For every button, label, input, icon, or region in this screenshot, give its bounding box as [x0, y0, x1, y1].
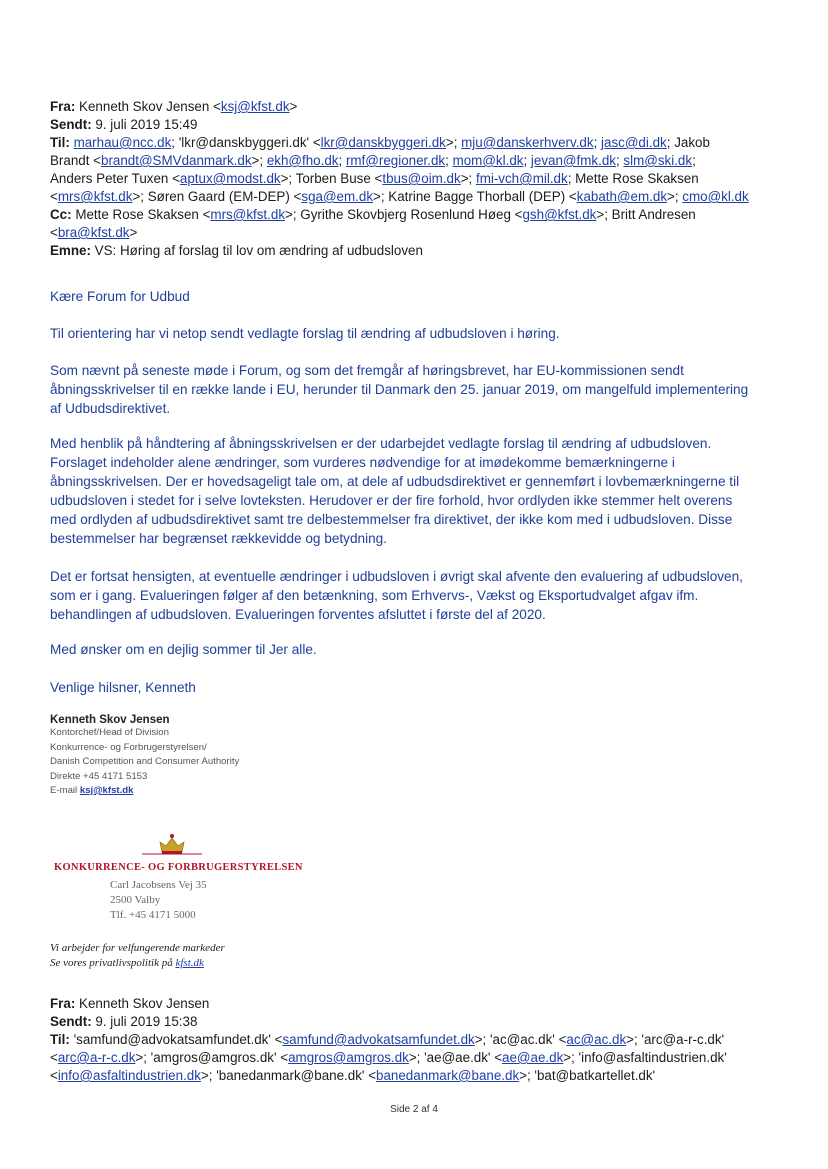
crown-icon: [142, 832, 202, 858]
to-email[interactable]: samfund@advokatsamfundet.dk: [282, 1032, 475, 1047]
to-email[interactable]: sga@em.dk: [301, 189, 374, 204]
to-email[interactable]: tbus@oim.dk: [382, 171, 461, 186]
sent-line-2: Sendt: 9. juli 2019 15:38: [50, 1014, 198, 1029]
cc-line: Cc: Mette Rose Skaksen <mrs@kfst.dk>; Gyrithe Skovbjerg Rosenlund Høeg <gsh@kfst.dk>; Britt Andresen <bra@kfst.dk>: [50, 207, 696, 240]
page-number: Side 2 af 4: [390, 1104, 438, 1115]
paragraph-1: Til orientering har vi netop sendt vedlagte forslag til ændring af udbudsloven i høring.: [50, 326, 560, 341]
tagline: Vi arbejder for velfungerende markeder Se vores privatlivspolitik på kfst.dk: [50, 942, 225, 969]
to-email[interactable]: aptux@modst.dk: [179, 171, 281, 186]
from-line-2: Fra: Kenneth Skov Jensen: [50, 996, 210, 1011]
greeting: Kære Forum for Udbud: [50, 289, 190, 304]
signature-email-link[interactable]: ksj@kfst.dk: [79, 785, 134, 796]
to-email[interactable]: mju@danskerhverv.dk: [461, 135, 594, 150]
to-email[interactable]: jasc@di.dk: [601, 135, 667, 150]
privacy-link[interactable]: kfst.dk: [175, 957, 204, 969]
address-block: Carl Jacobsens Vej 35 2500 Valby Tlf. +45 4171 5000: [110, 879, 207, 921]
to-email[interactable]: marhau@ncc.dk: [73, 135, 172, 150]
subject-line: Emne: VS: Høring af forslag til lov om ændring af udbudsloven: [50, 243, 423, 258]
paragraph-4: Det er fortsat hensigten, at eventuelle ændringer i udbudsloven i øvrigt skal afvente den evaluering af udbudsloven, som er i gang. Evalueringen følger af den betænkning, som Erhvervs-, Vækst og Eksportudvalget afgav ifm. behandlingen af udbudsloven. Evalueringen forventes afsluttet i første del af 2020.: [50, 569, 743, 622]
closing: Venlige hilsner, Kenneth: [50, 680, 196, 695]
to-line-2: Til: 'samfund@advokatsamfundet.dk' <samfund@advokatsamfundet.dk>; 'ac@ac.dk' <ac@ac.dk>; 'arc@a-r-c.dk' <arc@a-r-c.dk>; 'amgros@amgros.dk' <amgros@amgros.dk>; 'ae@ae.dk' <ae@ae.dk>; 'info@asfaltindustrien.dk' <info@asfaltindustrien.dk>; 'banedanmark@bane.dk' <banedanmark@bane.dk>; 'bat@batkartellet.dk': [50, 1032, 727, 1083]
to-email[interactable]: ac@ac.dk: [566, 1032, 627, 1047]
sent-line: Sendt: 9. juli 2019 15:49: [50, 117, 198, 132]
to-email[interactable]: rmf@regioner.dk: [345, 153, 446, 168]
paragraph-2: Som nævnt på seneste møde i Forum, og som det fremgår af høringsbrevet, har EU-kommissionen sendt åbningsskrivelser til en række lande i EU, herunder til Danmark den 25. januar 2019, om mangelfuld implementering af Udbudsdirektivet.: [50, 363, 749, 416]
to-email[interactable]: slm@ski.dk: [623, 153, 693, 168]
to-email[interactable]: mom@kl.dk: [452, 153, 524, 168]
to-email[interactable]: ekh@fho.dk: [266, 153, 339, 168]
from-email-link[interactable]: ksj@kfst.dk: [220, 99, 290, 114]
email-header: [50, 98, 790, 260]
signature-name: Kenneth Skov Jensen: [50, 714, 170, 726]
cc-email[interactable]: gsh@kfst.dk: [522, 207, 597, 222]
to-email[interactable]: jevan@fmk.dk: [530, 153, 616, 168]
signature-email-line: E-mail ksj@kfst.dk: [50, 785, 134, 796]
to-email[interactable]: fmi-vch@mil.dk: [475, 171, 568, 186]
cc-email[interactable]: bra@kfst.dk: [57, 225, 130, 240]
paragraph-3: Med henblik på håndtering af åbningsskrivelsen er der udarbejdet vedlagte forslag til ændring af udbudsloven. Forslaget indeholder alene ændringer, som vurderes nødvendige for at imødekomme bemærkningerne i åbningsskrivelsen. Der er hovedsageligt tale om, at dele af udbudsdirektivet er gennemført i lovbemærkningerne til udbudsloven i stedet for i selve lovteksten. Herudover er der fire forhold, hvor ordlyden ikke stemmer helt overens med ordlyden af udbudsdirektivet samt tre delbestemmelser fra direktivet, der ikke kom med i udbudsloven. Disse bestemmelser har begrænset rækkevidde og betydning.: [50, 436, 740, 546]
signature-phone: Direkte +45 4171 5153: [50, 770, 148, 782]
to-email[interactable]: amgros@amgros.dk: [288, 1050, 409, 1065]
logo-wordmark: KONKURRENCE- OG FORBRUGERSTYRELSEN: [54, 862, 303, 873]
to-email[interactable]: ae@ae.dk: [502, 1050, 564, 1065]
to-email[interactable]: brandt@SMVdanmark.dk: [101, 153, 252, 168]
to-email[interactable]: arc@a-r-c.dk: [57, 1050, 136, 1065]
to-email[interactable]: cmo@kl.dk: [682, 189, 749, 204]
to-email[interactable]: banedanmark@bane.dk: [376, 1068, 520, 1083]
kfst-logo: [50, 832, 310, 882]
signature-org: Konkurrence- og Forbrugerstyrelsen/: [50, 741, 207, 753]
cc-email[interactable]: mrs@kfst.dk: [210, 207, 286, 222]
to-email[interactable]: info@asfaltindustrien.dk: [57, 1068, 201, 1083]
paragraph-5: Med ønsker om en dejlig sommer til Jer alle.: [50, 642, 317, 657]
signature-block: [50, 714, 239, 799]
to-email[interactable]: kabath@em.dk: [576, 189, 668, 204]
to-line: Til: marhau@ncc.dk; 'lkr@danskbyggeri.dk' <lkr@danskbyggeri.dk>; mju@danskerhverv.dk; jasc@di.dk; Jakob Brandt <brandt@SMVdanmark.dk>; ekh@fho.dk; rmf@regioner.dk; mom@kl.dk; jevan@fmk.dk; slm@ski.dk; Anders Peter Tuxen <aptux@modst.dk>; Torben Buse <tbus@oim.dk>; fmi-vch@mil.dk; Mette Rose Skaksen <mrs@kfst.dk>; Søren Gaard (EM-DEP) <sga@em.dk>; Katrine Bagge Thorball (DEP) <kabath@em.dk>; cmo@kl.dk: [50, 135, 749, 204]
from-line: Fra: Kenneth Skov Jensen <ksj@kfst.dk>: [50, 99, 298, 114]
signature-org-en: Danish Competition and Consumer Authority: [50, 756, 240, 767]
signature-title: Kontorchef/Head of Division: [50, 727, 169, 738]
email-header-2: [50, 995, 790, 1085]
to-email[interactable]: lkr@danskbyggeri.dk: [320, 135, 446, 150]
to-email[interactable]: mrs@kfst.dk: [57, 189, 133, 204]
